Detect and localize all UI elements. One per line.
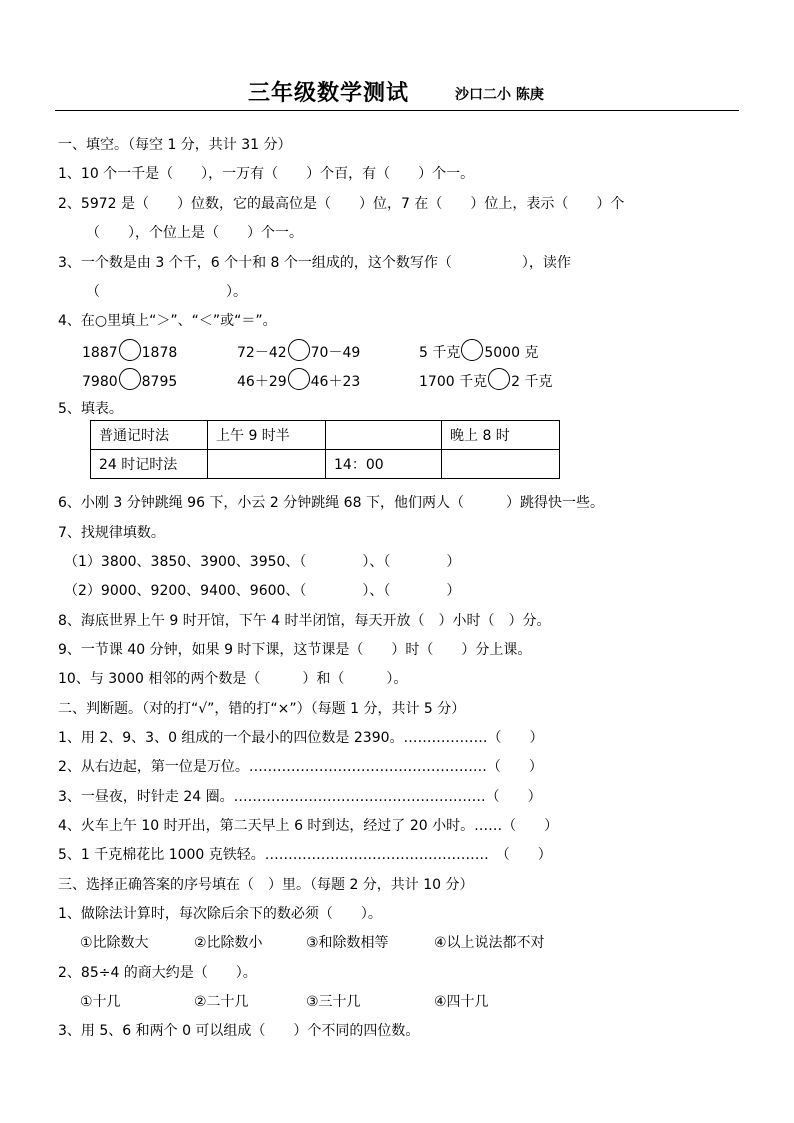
table-cell xyxy=(208,450,326,479)
choice-question-2: 2、85÷4 的商大约是（ ）。 xyxy=(58,965,257,981)
question-1-7-intro: 7、找规律填数。 xyxy=(58,525,165,541)
table-cell xyxy=(442,450,560,479)
section2-heading: 二、判断题。（对的打“√”，错的打“×”）（每题 1 分，共计 5 分） xyxy=(58,701,466,717)
judge-item: 1、用 2、9、3、0 组成的一个最小的四位数是 2390。………………（ ） xyxy=(58,730,544,746)
question-1-10: 10、与 3000 相邻的两个数是（ ）和（ ）。 xyxy=(58,671,408,687)
compare-left: 5 千克 xyxy=(419,345,461,361)
table-cell: 晚上 8 时 xyxy=(442,421,560,450)
compare-right: 5000 克 xyxy=(484,345,539,361)
table-row xyxy=(91,450,560,479)
compare-item xyxy=(82,342,177,364)
compare-right: 1878 xyxy=(141,345,178,361)
compare-item xyxy=(82,371,177,393)
choice-option: ③和除数相等 xyxy=(306,935,389,951)
question-1-8: 8、海底世界上午 9 时开馆，下午 4 时半闭馆，每天开放（ ）小时（ ）分。 xyxy=(58,613,551,629)
compare-item xyxy=(419,342,538,364)
section1-heading: 一、填空。（每空 1 分，共计 31 分） xyxy=(58,137,292,153)
choice-option: ①十几 xyxy=(80,994,121,1010)
blank-circle xyxy=(288,368,310,390)
question-1-9: 9、一节课 40 分钟，如果 9 时下课，这节课是（ ）时（ ）分上课。 xyxy=(58,642,532,658)
author: 沙口二小 陈庚 xyxy=(455,87,544,103)
question-1-2b: （ ），个位上是（ ）个一。 xyxy=(86,225,303,241)
question-1-5-intro: 5、填表。 xyxy=(58,401,123,417)
blank-circle xyxy=(461,339,483,361)
question-1-3a: 3、一个数是由 3 个千，6 个十和 8 个一组成的，这个数写作（ ），读作 xyxy=(58,255,571,271)
compare-left: 1887 xyxy=(82,345,118,361)
judge-item: 5、1 千克棉花比 1000 克铁轻。………………………………………… （ ） xyxy=(58,847,552,863)
section3-heading: 三、选择正确答案的序号填在（ ）里。（每题 2 分，共计 10 分） xyxy=(58,877,474,893)
compare-item xyxy=(237,371,360,393)
choice-option: ④以上说法都不对 xyxy=(434,935,545,951)
table-row xyxy=(91,421,560,450)
table-cell: 24 时记时法 xyxy=(91,450,208,479)
compare-right: 46＋23 xyxy=(310,374,361,390)
judge-item: 3、一昼夜，时针走 24 圈。………………………………………………（ ） xyxy=(58,789,542,805)
blank-circle xyxy=(119,339,141,361)
compare-right: 8795 xyxy=(141,374,178,390)
choice-option: ④四十几 xyxy=(434,994,489,1010)
choice-option: ②二十几 xyxy=(194,994,249,1010)
table-cell xyxy=(326,421,442,450)
compare-left: 46＋29 xyxy=(237,374,287,390)
compare-left: 7980 xyxy=(82,374,118,390)
choice-question-1: 1、做除法计算时，每次除后余下的数必须（ ）。 xyxy=(58,906,382,922)
question-1-4-intro: 4、在○里填上“＞”、“＜”或“＝”。 xyxy=(58,313,277,329)
choice-option: ①比除数大 xyxy=(80,935,149,951)
choice-option: ③三十几 xyxy=(306,994,361,1010)
compare-item xyxy=(237,342,360,364)
question-1-7-2: （2）9000、9200、9400、9600、（ ）、（ ） xyxy=(64,583,461,599)
table-cell: 上午 9 时半 xyxy=(208,421,326,450)
choice-question-3: 3、用 5、6 和两个 0 可以组成（ ）个不同的四位数。 xyxy=(58,1023,420,1039)
header-divider xyxy=(55,110,739,111)
question-1-2a: 2、5972 是（ ）位数，它的最高位是（ ）位，7 在（ ）位上，表示（ ）个 xyxy=(58,196,625,212)
blank-circle xyxy=(119,368,141,390)
question-1-7-1: （1）3800、3850、3900、3950、（ ）、（ ） xyxy=(64,554,461,570)
compare-right: 2 千克 xyxy=(511,374,553,390)
judge-item: 4、火车上午 10 时开出，第二天早上 6 时到达，经过了 20 小时。……（ ） xyxy=(58,818,559,834)
page-title: 三年级数学测试 xyxy=(248,81,410,106)
table-cell: 14：00 xyxy=(326,450,442,479)
judge-item: 2、从右边起，第一位是万位。……………………………………………（ ） xyxy=(58,759,543,775)
compare-item xyxy=(419,371,552,393)
question-1-6: 6、小刚 3 分钟跳绳 96 下，小云 2 分钟跳绳 68 下，他们两人（ ）跳得快一些。 xyxy=(58,495,604,511)
choice-option: ②比除数小 xyxy=(194,935,263,951)
compare-left: 1700 千克 xyxy=(419,374,488,390)
compare-left: 72－42 xyxy=(237,345,287,361)
compare-right: 70－49 xyxy=(310,345,361,361)
blank-circle xyxy=(488,368,510,390)
time-table xyxy=(90,420,560,479)
table-cell: 普通记时法 xyxy=(91,421,208,450)
question-1-1: 1、10 个一千是（ ），一万有（ ）个百，有（ ）个一。 xyxy=(58,166,475,182)
question-1-3b: （ ）。 xyxy=(86,284,247,300)
blank-circle xyxy=(288,339,310,361)
